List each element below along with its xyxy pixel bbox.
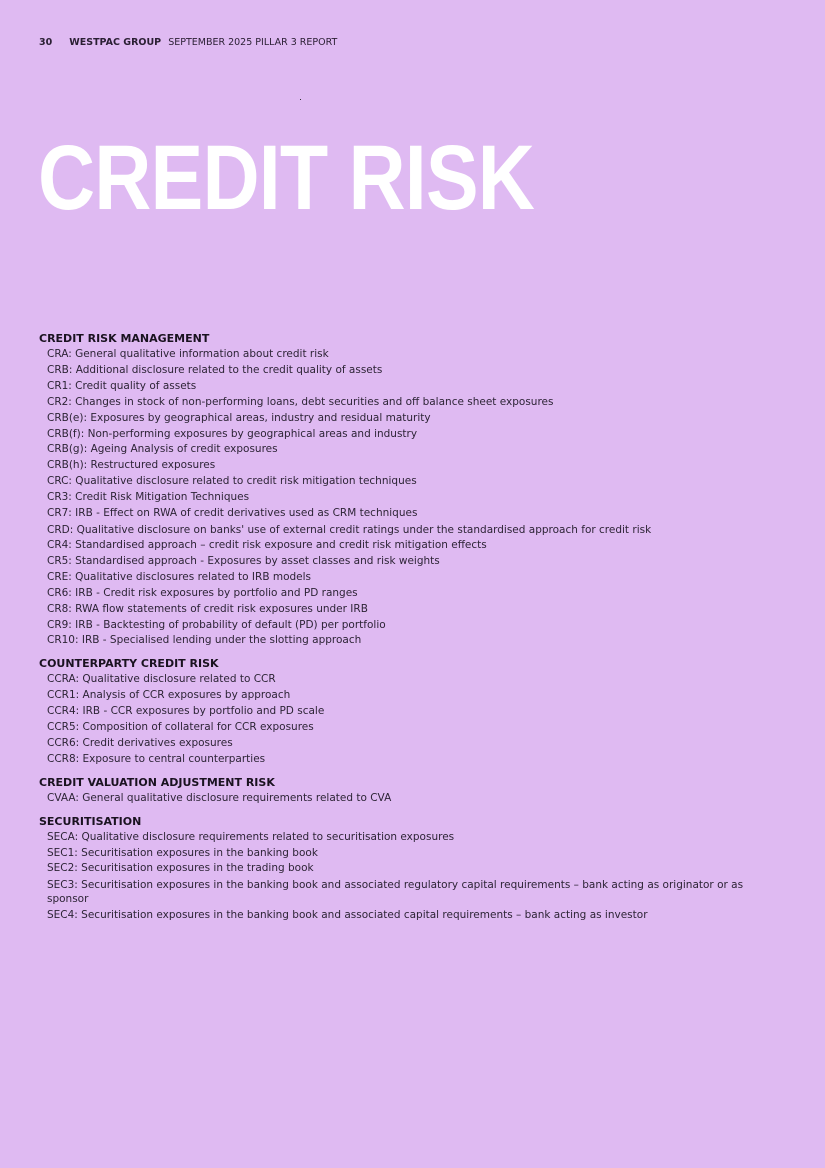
- toc-section: [39, 656, 779, 767]
- toc-item[interactable]: CCR1: Analysis of CCR exposures by approach: [47, 689, 291, 702]
- toc-item[interactable]: CCR8: Exposure to central counterparties: [47, 752, 266, 765]
- toc-item[interactable]: CRB(e): Exposures by geographical areas, industry and residual maturity: [47, 411, 431, 424]
- toc-item[interactable]: CRE: Qualitative disclosures related to IRB models: [47, 570, 312, 583]
- toc-item[interactable]: CR6: IRB - Credit risk exposures by portfolio and PD ranges: [47, 586, 358, 599]
- toc-item[interactable]: CCR4: IRB - CCR exposures by portfolio and PD scale: [47, 705, 325, 718]
- section-heading: CREDIT RISK MANAGEMENT: [39, 332, 210, 345]
- toc-item[interactable]: SECA: Qualitative disclosure requirements related to securitisation exposures: [47, 830, 455, 843]
- section-heading: CREDIT VALUATION ADJUSTMENT RISK: [39, 775, 275, 789]
- report-name: SEPTEMBER 2025 PILLAR 3 REPORT: [168, 37, 338, 48]
- toc-item[interactable]: SEC4: Securitisation exposures in the banking book and associated capital requirements – bank acting as investor: [47, 909, 648, 922]
- page-number: 30: [39, 37, 53, 48]
- toc-item[interactable]: CCR6: Credit derivatives exposures: [47, 736, 233, 749]
- table-of-contents: [39, 331, 779, 930]
- toc-item[interactable]: CRB(h): Restructured exposures: [47, 459, 216, 472]
- toc-item[interactable]: CCRA: Qualitative disclosure related to CCR: [47, 673, 276, 686]
- toc-section: [39, 331, 779, 649]
- toc-item[interactable]: CR1: Credit quality of assets: [47, 379, 197, 392]
- toc-item[interactable]: CRA: General qualitative information about credit risk: [47, 348, 329, 360]
- toc-item[interactable]: CR8: RWA flow statements of credit risk exposures under IRB: [47, 602, 368, 615]
- toc-item[interactable]: CR2: Changes in stock of non-performing loans, debt securities and off balance sheet exposures: [47, 395, 554, 408]
- section-heading: COUNTERPARTY CREDIT RISK: [39, 657, 219, 671]
- toc-item[interactable]: CRD: Qualitative disclosure on banks' use of external credit ratings under the standardised approach for credit risk: [47, 523, 652, 536]
- toc-item[interactable]: CCR5: Composition of collateral for CCR exposures: [47, 721, 314, 734]
- toc-section: [39, 775, 779, 807]
- toc-item[interactable]: CRC: Qualitative disclosure related to credit risk mitigation techniques: [47, 475, 417, 488]
- toc-item[interactable]: CR4: Standardised approach – credit risk exposure and credit risk mitigation effects: [47, 538, 487, 551]
- toc-item[interactable]: SEC3: Securitisation exposures in the banking book and associated regulatory capital requirements – bank acting as originator or as sponsor: [47, 879, 744, 906]
- toc-item[interactable]: CRB: Additional disclosure related to the credit quality of assets: [47, 363, 383, 376]
- toc-item[interactable]: CR10: IRB - Specialised lending under the slotting approach: [47, 634, 362, 647]
- toc-item[interactable]: CRB(f): Non-performing exposures by geographical areas and industry: [47, 427, 418, 440]
- toc-item[interactable]: CR5: Standardised approach - Exposures by asset classes and risk weights: [47, 554, 440, 567]
- page-header: [39, 36, 337, 49]
- toc-item[interactable]: CR9: IRB - Backtesting of probability of default (PD) per portfolio: [47, 618, 386, 631]
- section-heading: SECURITISATION: [39, 814, 142, 828]
- toc-item[interactable]: SEC2: Securitisation exposures in the trading book: [47, 862, 314, 875]
- toc-item[interactable]: SEC1: Securitisation exposures in the banking book: [47, 846, 318, 859]
- toc-section: [39, 814, 779, 924]
- decorative-dot: [300, 99, 301, 100]
- page-title: CREDIT RISK: [38, 127, 535, 229]
- toc-item[interactable]: CR3: Credit Risk Mitigation Techniques: [47, 491, 250, 504]
- toc-item[interactable]: CVAA: General qualitative disclosure requirements related to CVA: [47, 791, 392, 804]
- toc-item[interactable]: CR7: IRB - Effect on RWA of credit derivatives used as CRM techniques: [47, 507, 418, 520]
- toc-item[interactable]: CRB(g): Ageing Analysis of credit exposures: [47, 443, 278, 456]
- org-name: WESTPAC GROUP: [69, 37, 162, 48]
